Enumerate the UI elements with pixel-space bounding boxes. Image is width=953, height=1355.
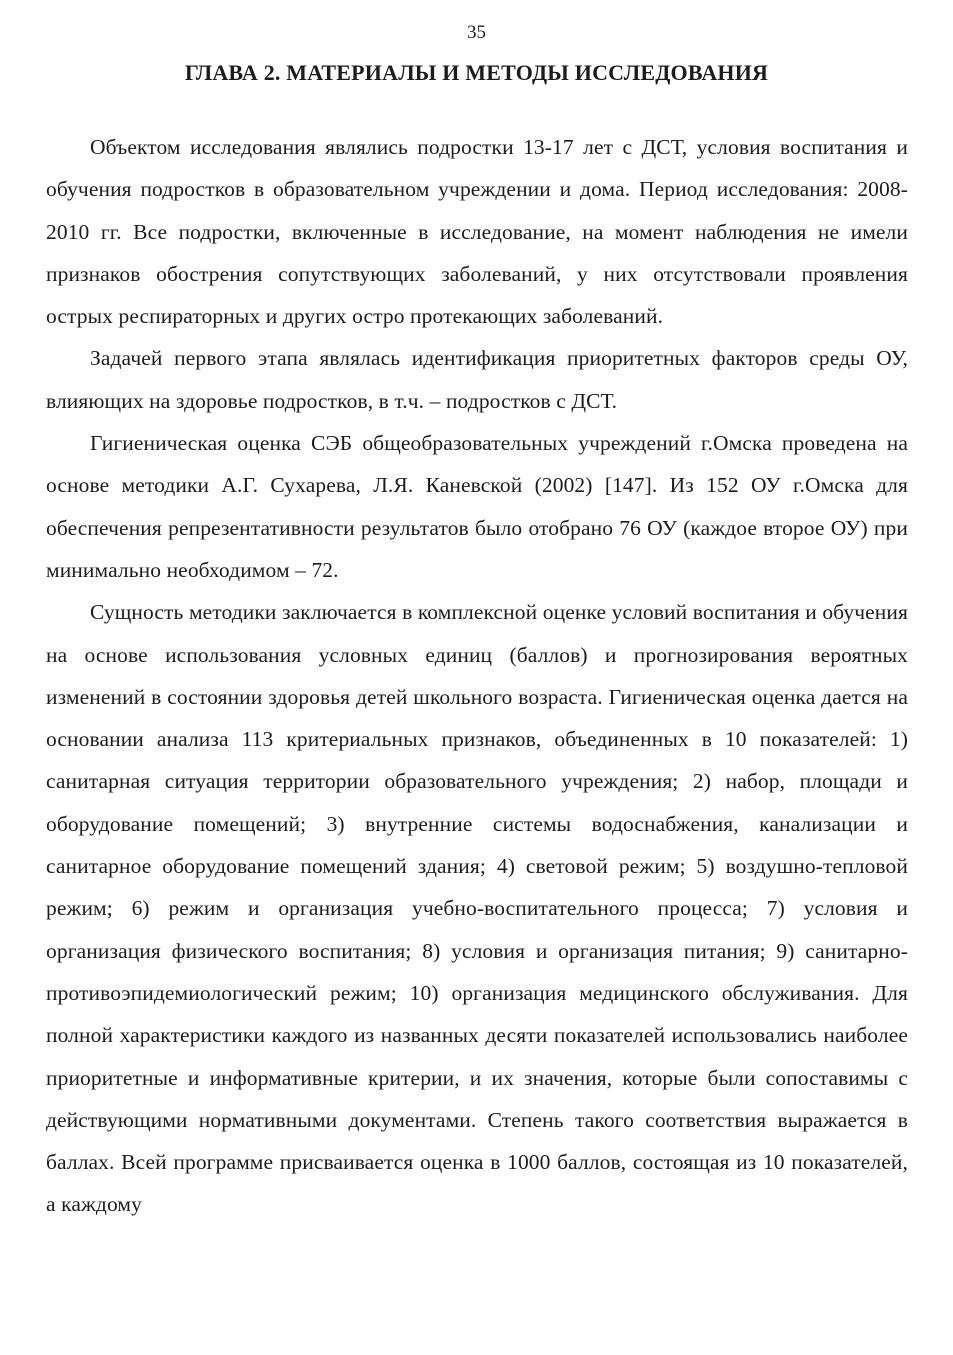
- paragraph-method-essence: Сущность методики заключается в комплексной оценке условий воспитания и обучения на основе использования условных единиц (баллов) и прогнозирования вероятных изменений в состоянии здоровья детей школьного возраста. Гигиеническая оценка дается на основании анализа 113 критериальных признаков, объединенных в 10 показателей: 1) санитарная ситуация территории образовательного учреждения; 2) набор, площади и оборудование помещений; 3) внутренние системы водоснабжения, канализации и санитарное оборудование помещений здания; 4) световой режим; 5) воздушно-тепловой режим; 6) режим и организация учебно-воспитательного процесса; 7) условия и организация физического воспитания; 8) условия и организация питания; 9) санитарно-противоэпидемиологический режим; 10) организация медицинского обслуживания. Для полной характеристики каждого из названных десяти показателей использовались наиболее приоритетные и информативные критерии, и их значения, которые были сопоставимы с действующими нормативными документами. Степень такого соответствия выражается в баллах. Всей программе присваивается оценка в 1000 баллов, состоящая из 10 показателей, а каждому: [46, 600, 908, 1217]
- paragraph-first-stage-task: Задачей первого этапа являлась идентификация приоритетных факторов среды ОУ, влияющих на здоровье подростков, в т.ч. – подростков с ДСТ.: [46, 346, 908, 413]
- page-number: 35: [467, 22, 486, 43]
- body-text: [46, 126, 908, 1226]
- chapter-title: ГЛАВА 2. МАТЕРИАЛЫ И МЕТОДЫ ИССЛЕДОВАНИЯ: [184, 60, 769, 85]
- paragraph-hygienic-assessment: Гигиеническая оценка СЭБ общеобразовательных учреждений г.Омска проведена на основе методики А.Г. Сухарева, Л.Я. Каневской (2002) [147]. Из 152 ОУ г.Омска для обеспечения репрезентативности результатов было отобрано 76 ОУ (каждое второе ОУ) при минимально необходимом – 72.: [46, 431, 908, 582]
- paragraph-study-object: Объектом исследования являлись подростки 13-17 лет с ДСТ, условия воспитания и обучения подростков в образовательном учреждении и дома. Период исследования: 2008-2010 гг. Все подростки, включенные в исследование, на момент наблюдения не имели признаков обострения сопутствующих заболеваний, у них отсутствовали проявления острых респираторных и других остро протекающих заболеваний.: [46, 135, 908, 329]
